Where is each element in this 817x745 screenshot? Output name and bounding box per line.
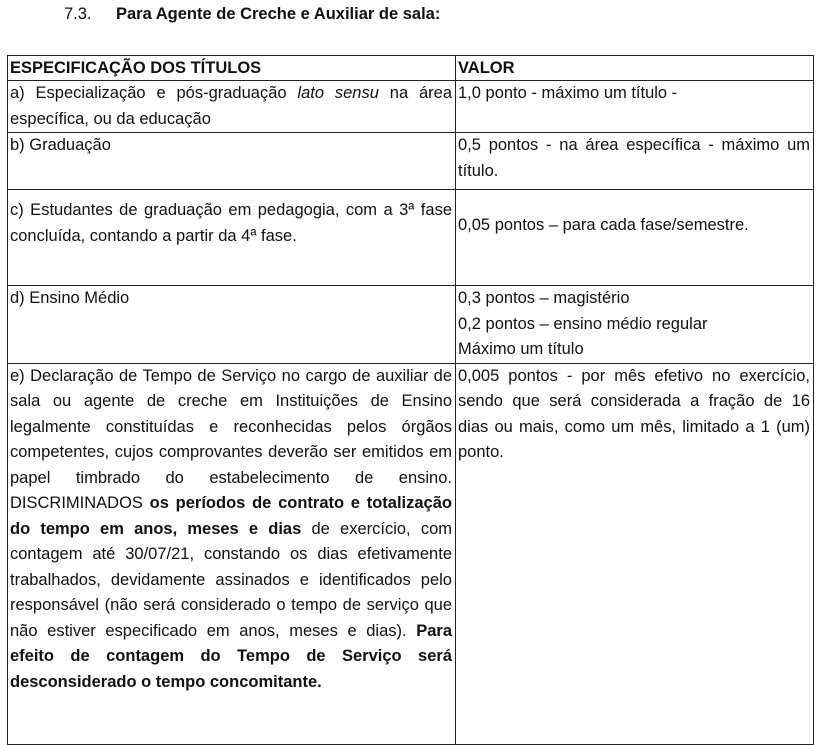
spec-bold-text: os períodos de contrato e totalização do tempo em anos, meses e dias <box>10 494 452 538</box>
table-row <box>8 190 814 286</box>
spec-cell: c) Estudantes de graduação em pedagogia, com a 3ª fase concluída, contando a partir da 4ª fase. <box>8 190 456 286</box>
spec-text: de exercício, com contagem até 30/07/21, constando os dias efetivamente trabalhados, devidamente assinados e identificados pelo responsável (não será considerado o tempo de serviço que não estiver especificado em anos, meses e dias). <box>10 519 452 640</box>
spec-text: a) Especialização e pós-graduação <box>10 84 298 102</box>
header-value: VALOR <box>456 56 814 81</box>
value-line: Máximo um título <box>458 340 584 358</box>
table-row <box>8 286 814 364</box>
spec-cell <box>8 81 456 133</box>
table-row <box>8 363 814 744</box>
value-line: 0,3 pontos – magistério <box>458 289 630 307</box>
section-heading <box>64 5 440 24</box>
section-title: Para Agente de Creche e Auxiliar de sala: <box>116 5 441 23</box>
value-cell: 0,05 pontos – para cada fase/semestre. <box>456 190 814 286</box>
section-number: 7.3. <box>64 5 92 23</box>
table-row <box>8 133 814 190</box>
spec-bold-text: Para efeito de contagem do Tempo de Serviço será desconsiderado o tempo concomitante. <box>10 621 452 691</box>
value-cell: 1,0 ponto - máximo um título - <box>456 81 814 133</box>
value-cell <box>456 286 814 364</box>
value-cell: 0,5 pontos - na área específica - máximo um título. <box>456 133 814 190</box>
spec-text: e) Declaração de Tempo de Serviço no cargo de auxiliar de sala ou agente de creche em Instituições de Ensino legalmente constituídas e reconhecidas pelos órgãos competentes, cujos comprovantes deverão ser emitidos em papel timbrado do estabelecimento de ensino. DISCRIMINADOS <box>10 366 452 512</box>
spec-emphasis: lato sensu <box>297 84 379 102</box>
value-line: 0,2 pontos – ensino médio regular <box>458 314 708 333</box>
spec-cell: d) Ensino Médio <box>8 286 456 364</box>
titles-table <box>7 55 814 745</box>
table-row <box>8 81 814 133</box>
spec-cell: b) Graduação <box>8 133 456 190</box>
spec-cell <box>8 363 456 744</box>
spec-text: na área específica, ou da educação <box>10 84 453 128</box>
value-cell: 0,005 pontos - por mês efetivo no exercício, sendo que será considerada a fração de 16 dias ou mais, como um mês, limitado a 1 (um) ponto. <box>456 363 814 744</box>
header-spec: ESPECIFICAÇÃO DOS TÍTULOS <box>8 56 456 81</box>
table-header-row <box>8 56 814 81</box>
